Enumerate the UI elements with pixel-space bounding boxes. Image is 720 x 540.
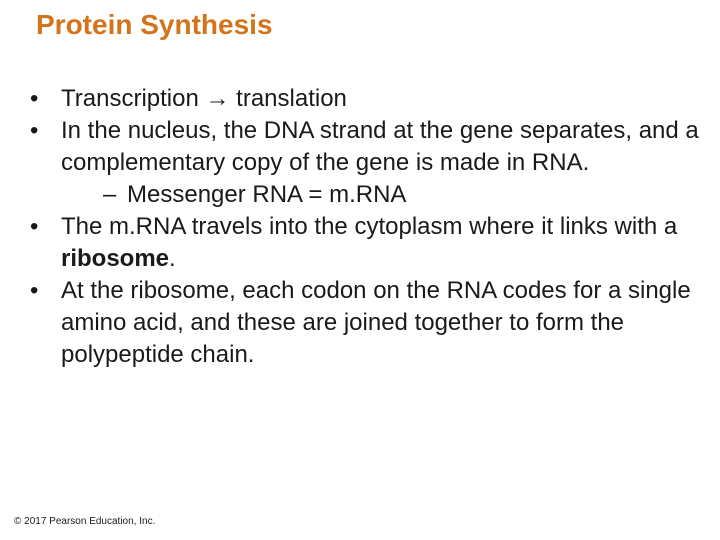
bullet-bold-term: ribosome (61, 245, 170, 272)
slide-title: Protein Synthesis (36, 9, 273, 40)
sub-bullet-text: Messenger RNA = m.RNA (127, 181, 407, 208)
bullet-marker: • (30, 213, 39, 240)
bullet-item (30, 83, 702, 115)
bullet-text-end: . (169, 245, 176, 272)
bullet-marker: • (30, 85, 39, 112)
bullet-item (30, 275, 702, 371)
bullet-text: Transcription → translation (61, 85, 347, 112)
sub-bullet-item (30, 179, 702, 211)
sub-bullet-marker: – (103, 181, 117, 208)
bullet-text: The m.RNA travels into the cytoplasm where it links with a (61, 213, 678, 240)
bullet-list (30, 83, 702, 371)
copyright-footer: © 2017 Pearson Education, Inc. (14, 516, 156, 527)
bullet-text: In the nucleus, the DNA strand at the gene separates, and a complementary copy of the gene is made in RNA. (61, 117, 699, 176)
bullet-text: At the ribosome, each codon on the RNA codes for a single amino acid, and these are joined together to form the polypeptide chain. (61, 277, 691, 368)
bullet-marker: • (30, 277, 39, 304)
bullet-item (30, 115, 702, 179)
bullet-item (30, 211, 702, 275)
bullet-marker: • (30, 117, 39, 144)
